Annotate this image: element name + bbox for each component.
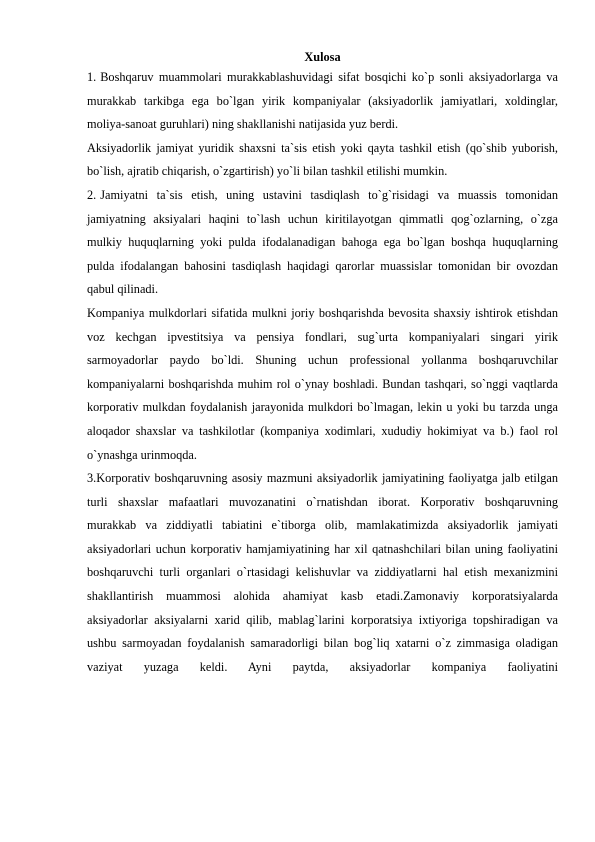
paragraph-4 [87,302,558,467]
paragraph-2 [87,137,558,184]
document-page [87,48,558,679]
paragraph-3 [87,184,558,302]
paragraph-number: 1. [87,70,97,84]
paragraph-text: Jamiyatni ta`sis etish, uning ustavini tasdiqlash to`g`risidagi va muassis tomonidan jamiyatning aksiyalari haqini to`lash uchun kiritilayotgan qimmatli qog`ozlarning, o`zga mulkiy huquqlarning yoki pulda ifodalanadigan bahoga ega bo`lgan boshqa huquqlarning pulda ifodalangan bahosini tasdiqlash haqidagi qarorlar muassislar tomonidan bir ovozdan qabul qilinadi. [87,187,558,297]
paragraph-number: 2. [87,187,97,202]
paragraph-text: Kompaniya mulkdorlari sifatida mulkni joriy boshqarishda bevosita shaxsiy ishtirok etishdan voz kechgan ipvestitsiya va pensiya fondlari, sug`urta kompaniyalari singari yirik sarmoyadorlar paydo bo`ldi. Shuning uchun professional yollanma boshqaruvchilar kompaniyalarni boshqarishda muhim rol o`ynay boshladi. Bundan tashqari, so`nggi vaqtlarda korporativ mulkdan foydalanish jarayonida mulkdori bo`lmagan, lekin u yoki bu tarzda unga aloqador shaxslar va tashkilotlar (kompaniya xodimlari, xududiy hokimiyat va b.) faol rol o`ynashga urinmoqda. [87,305,558,462]
paragraph-1 [87,66,558,137]
paragraph-text: 3.Korporativ boshqaruvning asosiy mazmuni aksiyadorlik jamiyatining faoliyatga jalb etilgan turli shaxslar mafaatlari muvozanatini o`rnatishdan iborat. Korporativ boshqaruvning murakkab va ziddiyatli tabiatini e`tiborga olib, mamlakatimizda aksiyadorlik jamiyati aksiyadorlari uchun korporativ hamjamiyatining har xil qatnashchilari bilan uning faoliyatini boshqaruvchi turli organlari o`rtasidagi kelishuvlar va ziddiyatlarni hal etish mexanizmini shakllantirish muammosi alohida ahamiyat kasb etadi.Zamonaviy korporatsiyalarda aksiyadorlar aksiyalarni xarid qilib, mablag`larini korporatsiya ixtiyoriga topshiradigan va ushbu sarmoyadan foydalanish samaradorligi bilan bog`liq xatarni o`z zimmasiga oladigan vaziyat yuzaga keldi. Ayni paytda, aksiyadorlar kompaniya faoliyatini [87,471,558,674]
paragraph-text: Aksiyadorlik jamiyat yuridik shaxsni ta`sis etish yoki qayta tashkil etish (qo`shib yuborish, bo`lish, ajratib chiqarish, o`zgartirish) yo`li bilan tashkil etilishi mumkin. [87,140,558,179]
document-title: Xulosa [304,50,341,64]
paragraph-5 [87,467,558,679]
paragraph-text: Boshqaruv muammolari murakkablashuvidagi sifat bosqichi ko`p sonli aksiyadorlarga va murakkab tarkibga ega bo`lgan yirik kompaniyalar (aksiyadorlik jamiyatlari, xoldinglar, moliya-sanoat guruhlari) ning shakllanishi natijasida yuz berdi. [87,70,558,132]
